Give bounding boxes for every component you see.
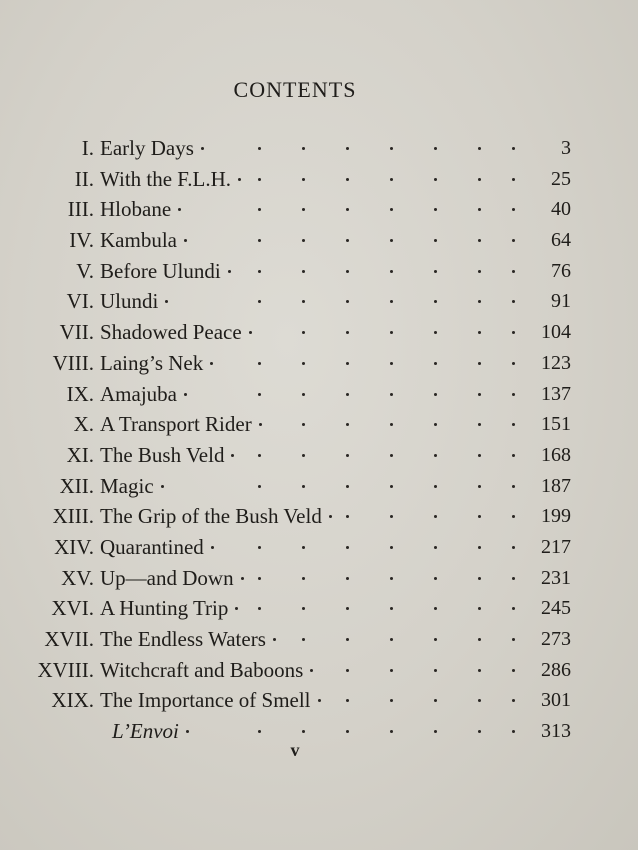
leader-dot bbox=[390, 638, 393, 641]
chapter-number: IV. bbox=[69, 228, 94, 253]
leader-dot bbox=[478, 730, 481, 733]
chapter-title: Quarantined bbox=[100, 534, 204, 559]
leader-dot bbox=[512, 669, 515, 672]
chapter-number: XIV. bbox=[54, 534, 94, 559]
leader-dot bbox=[512, 423, 515, 426]
leader-dot bbox=[434, 147, 437, 150]
leader-dot bbox=[302, 208, 305, 211]
leader-dot bbox=[390, 208, 393, 211]
page-number: 273 bbox=[541, 628, 571, 650]
leader-dot bbox=[390, 147, 393, 150]
chapter-title: A Transport Rider bbox=[100, 412, 252, 437]
page-number: 313 bbox=[541, 720, 571, 743]
leader-dot bbox=[434, 607, 437, 610]
leader-dot bbox=[434, 638, 437, 641]
chapter-number: XV. bbox=[61, 565, 94, 590]
chapter-title: Witchcraft and Baboons bbox=[100, 657, 304, 682]
page-number: 187 bbox=[541, 474, 571, 497]
leader-dot bbox=[390, 577, 393, 580]
chapter-title: A Hunting Trip bbox=[100, 596, 229, 621]
leader-dot bbox=[434, 423, 437, 426]
leader-dot bbox=[258, 270, 261, 273]
leader-dot bbox=[329, 515, 332, 518]
leader-dot bbox=[346, 300, 349, 303]
leader-dot bbox=[390, 669, 393, 672]
leader-dot bbox=[512, 331, 515, 334]
leader-dot bbox=[346, 423, 349, 426]
contents-entry bbox=[0, 164, 638, 195]
leader-dot bbox=[478, 669, 481, 672]
leader-dot bbox=[178, 208, 181, 211]
leader-dot bbox=[302, 546, 305, 549]
leader-dot bbox=[390, 393, 393, 396]
chapter-number: I. bbox=[81, 136, 94, 160]
contents-entry bbox=[0, 501, 638, 532]
leader-dot bbox=[434, 362, 437, 365]
leader-dot bbox=[258, 546, 261, 549]
leader-dot bbox=[346, 638, 349, 641]
leader-dot bbox=[318, 699, 321, 702]
page-number: 137 bbox=[541, 382, 571, 405]
contents-entry bbox=[0, 133, 638, 164]
leader-dot bbox=[346, 699, 349, 702]
leader-dot bbox=[302, 485, 305, 488]
leader-dot bbox=[258, 607, 261, 610]
leader-dot bbox=[478, 270, 481, 273]
chapter-number: V. bbox=[76, 258, 94, 283]
leader-dot bbox=[161, 485, 164, 488]
contents-list bbox=[0, 133, 638, 747]
leader-dot bbox=[210, 362, 213, 365]
leader-dot bbox=[434, 485, 437, 488]
leader-dot bbox=[302, 730, 305, 733]
leader-dot bbox=[512, 454, 515, 457]
contents-entry bbox=[0, 532, 638, 563]
leader-dot bbox=[390, 699, 393, 702]
leader-dot bbox=[346, 393, 349, 396]
leader-dot bbox=[478, 546, 481, 549]
leader-dot bbox=[302, 607, 305, 610]
page-number: 3 bbox=[561, 137, 571, 159]
page-number: 151 bbox=[541, 413, 571, 436]
contents-entry bbox=[0, 317, 638, 348]
chapter-number: III. bbox=[67, 197, 94, 222]
leader-dot bbox=[346, 270, 349, 273]
leader-dot bbox=[478, 607, 481, 610]
leader-dot bbox=[258, 730, 261, 733]
leader-dot bbox=[346, 208, 349, 211]
page-number: 231 bbox=[541, 566, 571, 589]
chapter-number: X. bbox=[73, 412, 94, 437]
page-number: 25 bbox=[551, 167, 571, 190]
chapter-number: XVIII. bbox=[37, 657, 94, 682]
leader-dot bbox=[302, 178, 305, 181]
chapter-number: XII. bbox=[59, 473, 94, 498]
page-number: 91 bbox=[551, 290, 571, 313]
leader-dot bbox=[310, 669, 313, 672]
leader-dots bbox=[0, 256, 638, 286]
leader-dot bbox=[231, 454, 234, 457]
leader-dot bbox=[302, 300, 305, 303]
chapter-title: With the F.L.H. bbox=[100, 166, 232, 191]
chapter-title: The Bush Veld bbox=[100, 442, 225, 467]
contents-entry bbox=[0, 471, 638, 502]
chapter-title: The Importance of Smell bbox=[100, 688, 311, 713]
leader-dot bbox=[211, 546, 214, 549]
leader-dot bbox=[390, 331, 393, 334]
leader-dot bbox=[258, 147, 261, 150]
chapter-title: Magic bbox=[100, 473, 154, 498]
page-number: 168 bbox=[541, 443, 571, 466]
leader-dot bbox=[346, 730, 349, 733]
contents-entry bbox=[0, 655, 638, 686]
leader-dot bbox=[258, 362, 261, 365]
leader-dot bbox=[302, 147, 305, 150]
leader-dot bbox=[512, 270, 515, 273]
chapter-number: VII. bbox=[59, 320, 94, 345]
leader-dot bbox=[512, 147, 515, 150]
leader-dot bbox=[478, 147, 481, 150]
contents-entry bbox=[0, 379, 638, 410]
leader-dot bbox=[165, 300, 168, 303]
chapter-title: Shadowed Peace bbox=[100, 320, 242, 345]
leader-dot bbox=[258, 239, 261, 242]
leader-dot bbox=[249, 331, 252, 334]
leader-dots bbox=[0, 286, 638, 316]
leader-dot bbox=[512, 730, 515, 733]
leader-dot bbox=[302, 393, 305, 396]
chapter-title: Laing’s Nek bbox=[100, 350, 204, 375]
leader-dot bbox=[346, 331, 349, 334]
leader-dot bbox=[512, 393, 515, 396]
page-number: 76 bbox=[551, 259, 571, 282]
leader-dot bbox=[346, 669, 349, 672]
leader-dot bbox=[390, 300, 393, 303]
leader-dot bbox=[346, 546, 349, 549]
leader-dot bbox=[434, 546, 437, 549]
leader-dot bbox=[512, 485, 515, 488]
chapter-title: Amajuba bbox=[100, 381, 177, 406]
leader-dot bbox=[434, 730, 437, 733]
chapter-title: Hlobane bbox=[100, 197, 172, 222]
leader-dot bbox=[478, 577, 481, 580]
contents-heading: CONTENTS bbox=[233, 77, 357, 102]
leader-dot bbox=[512, 546, 515, 549]
leader-dot bbox=[346, 577, 349, 580]
leader-dot bbox=[478, 331, 481, 334]
chapter-number: XVI. bbox=[51, 596, 94, 621]
contents-entry bbox=[0, 256, 638, 287]
leader-dot bbox=[258, 485, 261, 488]
page-number: 199 bbox=[541, 505, 571, 528]
leader-dot bbox=[478, 454, 481, 457]
leader-dot bbox=[238, 178, 241, 181]
leader-dot bbox=[258, 208, 261, 211]
page-folio: v bbox=[290, 740, 300, 760]
contents-entry bbox=[0, 593, 638, 624]
leader-dot bbox=[390, 546, 393, 549]
leader-dot bbox=[258, 577, 261, 580]
leader-dot bbox=[434, 515, 437, 518]
leader-dot bbox=[302, 577, 305, 580]
leader-dot bbox=[434, 331, 437, 334]
page-number: 40 bbox=[551, 198, 571, 221]
leader-dot bbox=[346, 239, 349, 242]
chapter-title: Kambula bbox=[100, 228, 177, 253]
leader-dot bbox=[258, 393, 261, 396]
leader-dot bbox=[434, 208, 437, 211]
leader-dot bbox=[346, 607, 349, 610]
leader-dot bbox=[512, 178, 515, 181]
leader-dot bbox=[390, 239, 393, 242]
leader-dot bbox=[390, 178, 393, 181]
leader-dot bbox=[478, 485, 481, 488]
chapter-title: Early Days bbox=[100, 136, 194, 160]
chapter-title: Ulundi bbox=[100, 289, 159, 314]
page-number: 104 bbox=[541, 321, 571, 344]
chapter-number: XI. bbox=[66, 442, 94, 467]
leader-dot bbox=[512, 577, 515, 580]
leader-dot bbox=[512, 638, 515, 641]
page-number: 123 bbox=[541, 351, 571, 374]
leader-dot bbox=[346, 485, 349, 488]
leader-dot bbox=[302, 638, 305, 641]
leader-dot bbox=[390, 454, 393, 457]
leader-dot bbox=[228, 270, 231, 273]
leader-dot bbox=[302, 270, 305, 273]
leader-dots bbox=[0, 133, 638, 163]
leader-dot bbox=[241, 577, 244, 580]
leader-dot bbox=[434, 454, 437, 457]
leader-dots bbox=[0, 225, 638, 255]
chapter-title: Before Ulundi bbox=[100, 258, 221, 283]
chapter-title: The Grip of the Bush Veld bbox=[100, 504, 322, 529]
page-number: 245 bbox=[541, 597, 571, 620]
leader-dot bbox=[434, 577, 437, 580]
leader-dot bbox=[512, 208, 515, 211]
leader-dot bbox=[390, 423, 393, 426]
leader-dot bbox=[390, 515, 393, 518]
contents-entry bbox=[0, 685, 638, 716]
leader-dot bbox=[390, 730, 393, 733]
leader-dot bbox=[184, 239, 187, 242]
leader-dot bbox=[478, 423, 481, 426]
contents-entry bbox=[0, 563, 638, 594]
leader-dot bbox=[434, 178, 437, 181]
leader-dot bbox=[390, 485, 393, 488]
leader-dot bbox=[434, 300, 437, 303]
chapter-title: Up—and Down bbox=[100, 565, 234, 590]
leader-dot bbox=[273, 638, 276, 641]
chapter-number: IX. bbox=[66, 381, 94, 406]
leader-dot bbox=[258, 300, 261, 303]
leader-dot bbox=[346, 178, 349, 181]
chapter-title: L’Envoi bbox=[112, 719, 179, 744]
leader-dot bbox=[478, 638, 481, 641]
leader-dot bbox=[302, 331, 305, 334]
leader-dot bbox=[346, 147, 349, 150]
chapter-number: XIII. bbox=[52, 504, 94, 529]
leader-dot bbox=[258, 454, 261, 457]
chapter-number: VIII. bbox=[52, 350, 94, 375]
chapter-title: The Endless Waters bbox=[100, 627, 266, 651]
leader-dot bbox=[512, 699, 515, 702]
leader-dot bbox=[478, 239, 481, 242]
contents-entry bbox=[0, 194, 638, 225]
leader-dot bbox=[478, 515, 481, 518]
leader-dot bbox=[390, 362, 393, 365]
leader-dot bbox=[259, 423, 262, 426]
leader-dot bbox=[512, 362, 515, 365]
page-number: 301 bbox=[541, 689, 571, 712]
contents-entry bbox=[0, 409, 638, 440]
leader-dots bbox=[0, 164, 638, 194]
leader-dot bbox=[434, 239, 437, 242]
leader-dot bbox=[184, 393, 187, 396]
chapter-number: II. bbox=[74, 166, 94, 191]
leader-dot bbox=[235, 607, 238, 610]
contents-entry bbox=[0, 624, 638, 655]
leader-dot bbox=[434, 393, 437, 396]
leader-dot bbox=[346, 362, 349, 365]
leader-dot bbox=[258, 178, 261, 181]
leader-dot bbox=[478, 699, 481, 702]
leader-dot bbox=[478, 393, 481, 396]
chapter-number: VI. bbox=[66, 289, 94, 314]
contents-entry bbox=[0, 348, 638, 379]
leader-dot bbox=[346, 454, 349, 457]
leader-dot bbox=[512, 239, 515, 242]
leader-dot bbox=[346, 515, 349, 518]
contents-entry bbox=[0, 225, 638, 256]
leader-dot bbox=[186, 730, 189, 733]
page-number: 286 bbox=[541, 658, 571, 681]
leader-dot bbox=[390, 270, 393, 273]
page-number: 64 bbox=[551, 229, 571, 252]
leader-dot bbox=[478, 208, 481, 211]
leader-dot bbox=[512, 607, 515, 610]
leader-dot bbox=[201, 147, 204, 150]
leader-dot bbox=[434, 270, 437, 273]
leader-dot bbox=[302, 239, 305, 242]
leader-dot bbox=[434, 699, 437, 702]
chapter-number: XVII. bbox=[44, 627, 94, 651]
leader-dot bbox=[434, 669, 437, 672]
leader-dot bbox=[512, 300, 515, 303]
leader-dot bbox=[390, 607, 393, 610]
leader-dot bbox=[302, 423, 305, 426]
contents-entry bbox=[0, 440, 638, 471]
contents-entry bbox=[0, 286, 638, 317]
leader-dot bbox=[478, 300, 481, 303]
leader-dot bbox=[478, 178, 481, 181]
leader-dots bbox=[0, 194, 638, 224]
page-number: 217 bbox=[541, 535, 571, 558]
leader-dot bbox=[478, 362, 481, 365]
leader-dot bbox=[512, 515, 515, 518]
leader-dot bbox=[302, 362, 305, 365]
leader-dot bbox=[302, 454, 305, 457]
chapter-number: XIX. bbox=[51, 688, 94, 713]
